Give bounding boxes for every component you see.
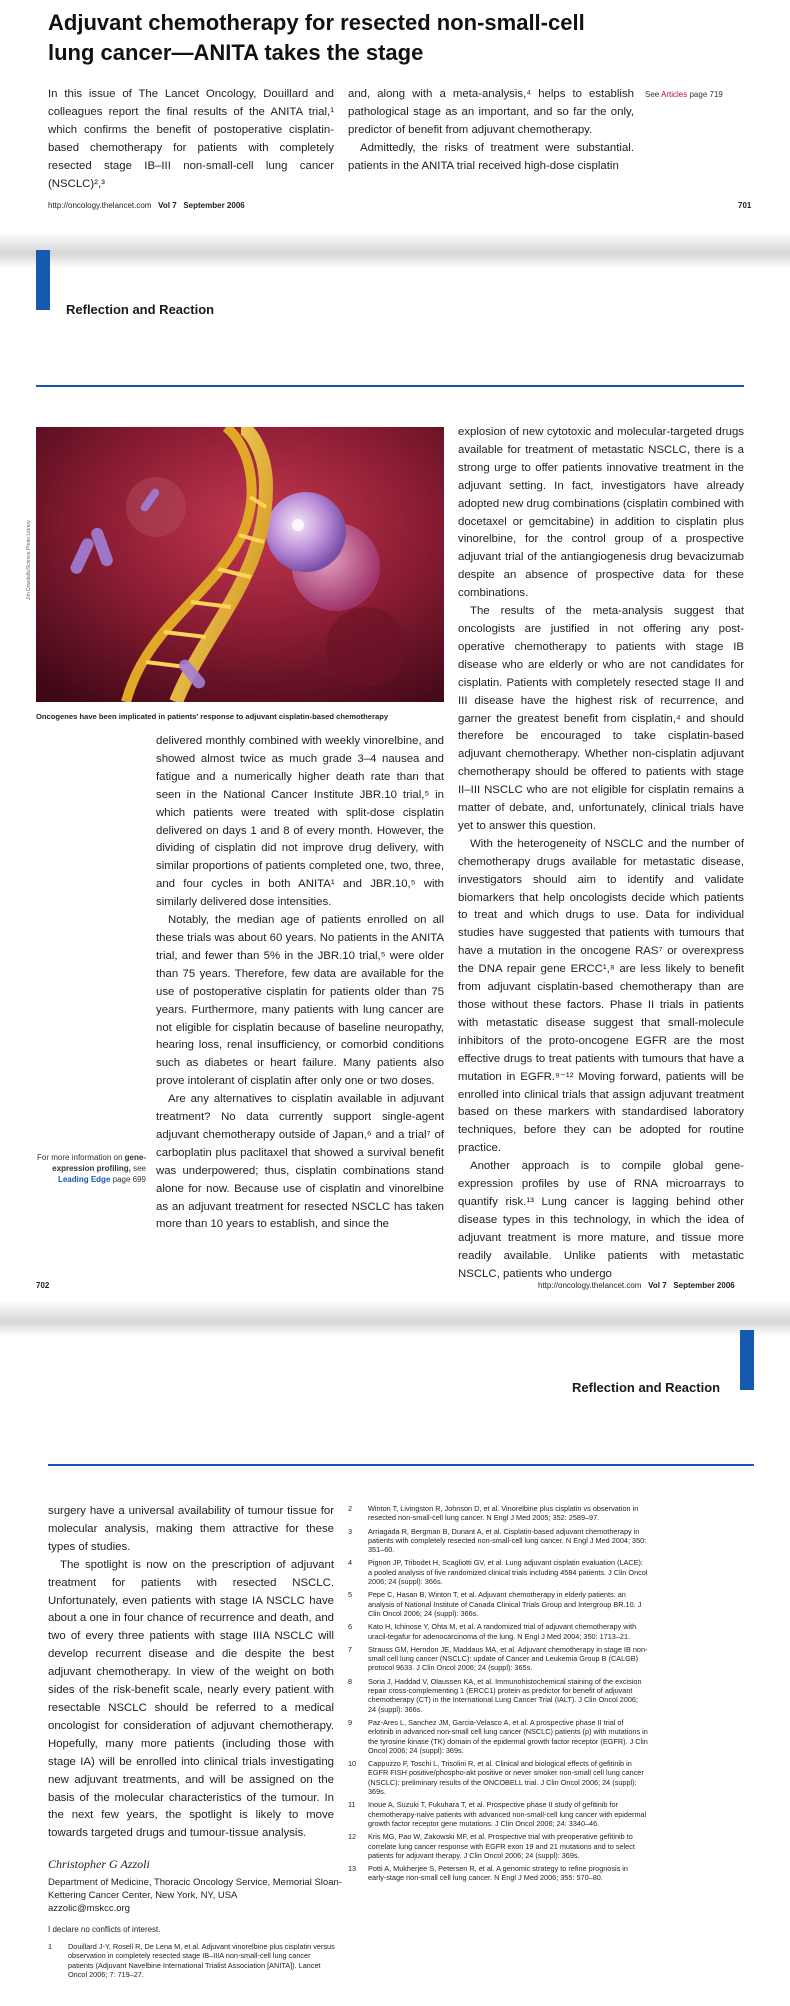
- page3-column-left: [48, 1503, 334, 1843]
- oncogene-illustration: [36, 427, 444, 702]
- reference-item: 10 Cappuzzo F, Toschi L, Trisolini R, et al. Clinical and biological effects of gefitinib in EGFR FISH positive/phospho-akt positive or never smoker non-small cell lung cancer (NSCLC): preliminary results of the ONCOBELL trial. J Clin Oncol 2006; 24 (suppl): 369s.: [348, 1759, 644, 1797]
- intro-paragraph: In this issue of The Lancet Oncology, Douillard and colleagues report the final results of the ANITA trial,¹ which confirms the benefit of postoperative cisplatin-based chemotherapy for patients with completely resected stage IB–III non-small-cell lung cancer (NSCLC)²,³: [48, 88, 334, 190]
- intro-paragraph-3: Admittedly, the risks of treatment were substantial. patients in the ANITA trial received high-dose cisplatin: [348, 141, 634, 172]
- reference-item: 11 Inoue A, Suzuki T, Fukuhara T, et al. Prospective phase II study of gefitinib for chemotherapy-naive patients with advanced non-small-cell lung cancer with epidermal growth factor receptor gene mutations. J Clin Oncol 2006; 24: 3340–46.: [348, 1800, 647, 1828]
- page-701: [0, 0, 790, 232]
- page1-column-right: [348, 86, 634, 176]
- reference-item: 7 Strauss GM, Herndon JE, Maddaus MA, et al. Adjuvant chemotherapy in stage IB non-small cell lung cancer (NSCLC): update of Cancer and Leukemia Group B (CALGB) protocol 9633. J Clin Oncol 2006; 24 (suppl): 365s.: [348, 1644, 648, 1673]
- author-name: Christopher G Azzoli: [48, 1857, 150, 1871]
- reference-item: 12 Kris MG, Pao W, Zakowski MF, et al. Prospective trial with preoperative gefitinib to correlate lung cancer response with EGFR exon 19 and 21 mutations and to select patients for adjuvant therapy. J Clin Oncol 2006; 24 (suppl): 369s.: [348, 1832, 635, 1860]
- article-title: Adjuvant chemotherapy for resected non-small-cell lung cancer—ANITA takes the stage: [48, 10, 585, 65]
- body-paragraph: Are any alternatives to cisplatin available in adjuvant treatment? No data currently support single-agent adjuvant chemotherapy outside of Japan,⁶ and a trial⁷ of carboplatin plus paclitaxel that showed a survival benefit was underpowered; thus, cisplatin combinations stand alone for now. Because use of cisplatin and vinorelbine as an adjuvant treatment for resected NSCLC has taken more than 10 years to establish, and since the: [156, 1093, 444, 1231]
- body-paragraph: With the heterogeneity of NSCLC and the number of chemotherapy drugs available for metastatic disease, investigators should aim to identify and validate biomarkers that help oncologists decide which patients to treat and which drugs to use. Data for individual studies have suggested that patients with tumours that have a mutation in the oncogene RAS⁷ or overexpress the DNA repair gene ERCC¹,⁸ are less likely to benefit from adjuvant cisplatin-based chemotherapy than are those without these factors. Phase II trials in patients with metastatic disease suggest that small-molecule inhibitors of the proto-oncogene EGFR are the most effective drugs to treat patients with tumours that have a mutation in EGFR.⁹⁻¹² Moving forward, patients will be enrolled into clinical trials that assign adjuvant treatment based on these markers with standardised laboratory techniques, before they can be adopted for routine practice.: [458, 837, 744, 1155]
- photo-credit: Jim Dowdalls/Science Photo Library: [26, 520, 32, 600]
- page2-column-right: [458, 424, 744, 1284]
- reference-item: 8 Soria J, Haddad V, Olaussen KA, et al. Immunohistochemical staining of the excision repair cross-complementing 1 (ERCC1) protein as predictor for benefit of adjuvant chemotherapy (CT) in the International Lung Cancer Trial (IALT). J Clin Oncol 2006; 24 (suppl): 366s.: [348, 1676, 642, 1714]
- section-heading: Reflection and Reaction: [572, 1380, 721, 1395]
- section-marker: [36, 250, 50, 310]
- section-rule: [48, 1464, 754, 1466]
- figure-caption: Oncogenes have been implicated in patients' response to adjuvant cisplatin-based chemotherapy: [36, 712, 389, 721]
- reference-list-left: [48, 1942, 338, 1979]
- page-number: 701: [738, 201, 752, 210]
- dna-cell-image: [36, 427, 444, 702]
- reference-item: 2 Winton T, Livingston R, Johnson D, et al. Vinorelbine plus cisplatin vs observation in resected non-small-cell lung cancer. N Engl J Med 2005; 352: 2589–97.: [348, 1504, 639, 1523]
- reference-item: 5 Pepe C, Hasan B, Winton T, et al. Adjuvant chemotherapy in elderly patients: an analysis of National Institute of Canada Clinical Trials Group and Intergroup BR.10. J Clin Oncol 2006; 24 (suppl): 366s.: [348, 1590, 642, 1618]
- page-number: 702: [36, 1281, 50, 1290]
- page2-footer: http://oncology.thelancet.com Vol 7 September 2006: [538, 1281, 735, 1290]
- body-paragraph: The spotlight is now on the prescription of adjuvant treatment for patients with resected NSCLC. Unfortunately, even patients with stage IA NSCLC have about a one in four chance of recurrence and death, and two of every three patients with stage IIIA NSCLC will develop recurrent disease and die despite the best adjuvant chemotherapy. In view of the weight on both sides of the risk-benefit scale, nearly every patient with resectable NSCLC should be referred to a medical oncologist for consideration of adjuvant chemotherapy. Hopefully, many more patients (including those with stage IA) will be enrolled into clinical trials investigating new adjuvant treatments, and will be assigned on the basis of the molecular characteristics of the tumour. In the next few years, the spotlight is likely to move towards targeted drugs and tumour-tissue analysis.: [48, 1558, 334, 1840]
- reference-item: 1 Douillard J-Y, Rosell R, De Lena M, et al. Adjuvant vinorelbine plus cisplatin versus observation in completely resected stage IB–IIIA non-small-cell lung cancer patients (Adjuvant Navelbine International Trialist Association [ANITA]). Lancet Oncol 2006; 7: 719–27.: [48, 1942, 335, 1979]
- journal-url[interactable]: http://oncology.thelancet.com: [538, 1281, 642, 1290]
- body-paragraph: explosion of new cytotoxic and molecular-targeted drugs available for treatment of metastatic NSCLC, there is a strong urge to offer patients innovative treatment in the adjuvant setting. In fact, investigators have already adopted new drug combinations (cisplatin combined with docetaxel or gemcitabine) in addition to cisplatin plus vinorelbine, for the control group of a prospective adjuvant trial of the antiangiogenesis drug bevacizumab despite an absence of prospective data for these combinations.: [458, 426, 744, 600]
- author-affiliation: Department of Medicine, Thoracic Oncology Service, Memorial Sloan-Kettering Cancer Center, New York, NY, USA: [48, 1877, 342, 1901]
- journal-url[interactable]: http://oncology.thelancet.com: [48, 201, 152, 210]
- body-paragraph: delivered monthly combined with weekly vinorelbine, and showed almost twice as much grade 3–4 nausea and fatigue and a numerically higher death rate than that seen in the National Cancer Institute JBR.10 trial,⁵ in which patients were treated with split-dose cisplatin delivered on days 1 and 8 of every month. However, the dividing of cisplatin did not improve drug delivery, with similar proportions of patients completed one, two, three, and four cycles in both ANITA¹ and JBR.10,⁵ with similarly delivered dose intensities.: [156, 735, 444, 909]
- page2-column-left: [156, 733, 444, 1234]
- leading-edge-link[interactable]: Leading Edge: [57, 1175, 111, 1184]
- section-marker: [740, 1330, 754, 1390]
- articles-link[interactable]: Articles: [661, 90, 688, 99]
- reference-item: 6 Kato H, Ichinose Y, Ohta M, et al. A randomized trial of adjuvant chemotherapy with uracil-tegafur for adenocarcinoma of the lung. N Engl J Med 2004; 350: 1713–21.: [348, 1622, 637, 1641]
- page1-footer: http://oncology.thelancet.com Vol 7 September 2006: [48, 201, 245, 210]
- gene-expression-note: For more information on gene-expression profiling, see Leading Edge page 699: [37, 1153, 146, 1184]
- section-rule: [36, 385, 744, 387]
- body-paragraph: Another approach is to compile global gene-expression profiles by use of RNA microarrays to quantify risk.¹³ Lung cancer is lagging behind other disease types in this technology, in which the idea of adjuvant treatment is more mature, and tissue more readily available. Unlike patients with metastatic NSCLC, patients who undergo: [458, 1160, 744, 1280]
- reference-item: 13 Potti A, Mukherjee S, Petersen R, et al. A genomic strategy to refine prognosis in early-stage non-small cell lung cancer. N Engl J Med 2006; 355: 570–80.: [348, 1864, 628, 1883]
- author-email[interactable]: azzolic@mskcc.org: [48, 1903, 130, 1914]
- body-paragraph: The results of the meta-analysis suggest that oncologists are justified in not offering any post-operative chemotherapy to patients with stage IB disease who are elderly or who are not candidates for cisplatin. Patients with completely resected stage II and III disease have the highest risk of recurrence, and garner the greatest benefit from cisplatin,⁴ and should therefore be encouraged to take cisplatin-based adjuvant chemotherapy. Whether non-cisplatin adjuvant chemotherapy should be offered to patients with stage II–III NSCLC who are not eligible for cisplatin remains a matter of debate, and, unfortunately, clinical trials have yet to answer this question.: [458, 605, 744, 832]
- page-separator: [0, 1300, 790, 1336]
- section-heading: Reflection and Reaction: [66, 302, 215, 317]
- reference-item: 3 Arriagada R, Bergman B, Dunant A, et al. Cisplatin-based adjuvant chemotherapy in patients with completely resected non-small-cell lung cancer. N Engl J Med 2004; 350: 351–60.: [348, 1526, 647, 1555]
- reference-item: 9 Paz-Ares L, Sanchez JM, Garcia-Velasco A, et al. A prospective phase II trial of erlotinib in advanced non-small cell lung cancer (NSCLC) patients (p) with mutations in the tyrosine kinase (TK) domain of the epidermal growth factor receptor (EGFR). J Clin Oncol 2006; 24 (suppl): 369s.: [348, 1717, 648, 1755]
- reference-list: [348, 1504, 648, 1887]
- conflict-statement: I declare no conflicts of interest.: [48, 1925, 161, 1934]
- see-articles-note: See Articles page 719: [645, 90, 723, 99]
- author-block: [48, 1857, 348, 1983]
- page-separator: [0, 232, 790, 268]
- body-paragraph: surgery have a universal availability of tumour tissue for molecular analysis, making them attractive for these types of studies.: [48, 1505, 334, 1553]
- body-paragraph: Notably, the median age of patients enrolled on all these trials was about 60 years. No patients in the ANITA trial, and fewer than 5% in the JBR.10 trial,⁵ were older than 75 years. Therefore, few data are available for the use of postoperative cisplatin for patients older than 75 years. Furthermore, many patients with lung cancer are not eligible for cisplatin because of baseline neuropathy, hearing loss, renal insufficiency, or comorbid conditions such as diabetes or heart failure. Many patients also prove intolerant of cisplatin after only one or two doses.: [156, 914, 444, 1088]
- page1-column-left: [48, 86, 334, 193]
- reference-item: 4 Pignon JP, Tribodet H, Scagliotti GV, et al. Lung adjuvant cisplatin evaluation (LACE): a pooled analysis of five randomized clinical trials including 4584 patients. J Clin Oncol 2006; 24 (suppl): 366s.: [348, 1558, 648, 1587]
- intro-paragraph-2: and, along with a meta-analysis,⁴ helps to establish pathological stage as an important, and so far the only, predictor of benefit from adjuvant chemotherapy.: [348, 88, 634, 136]
